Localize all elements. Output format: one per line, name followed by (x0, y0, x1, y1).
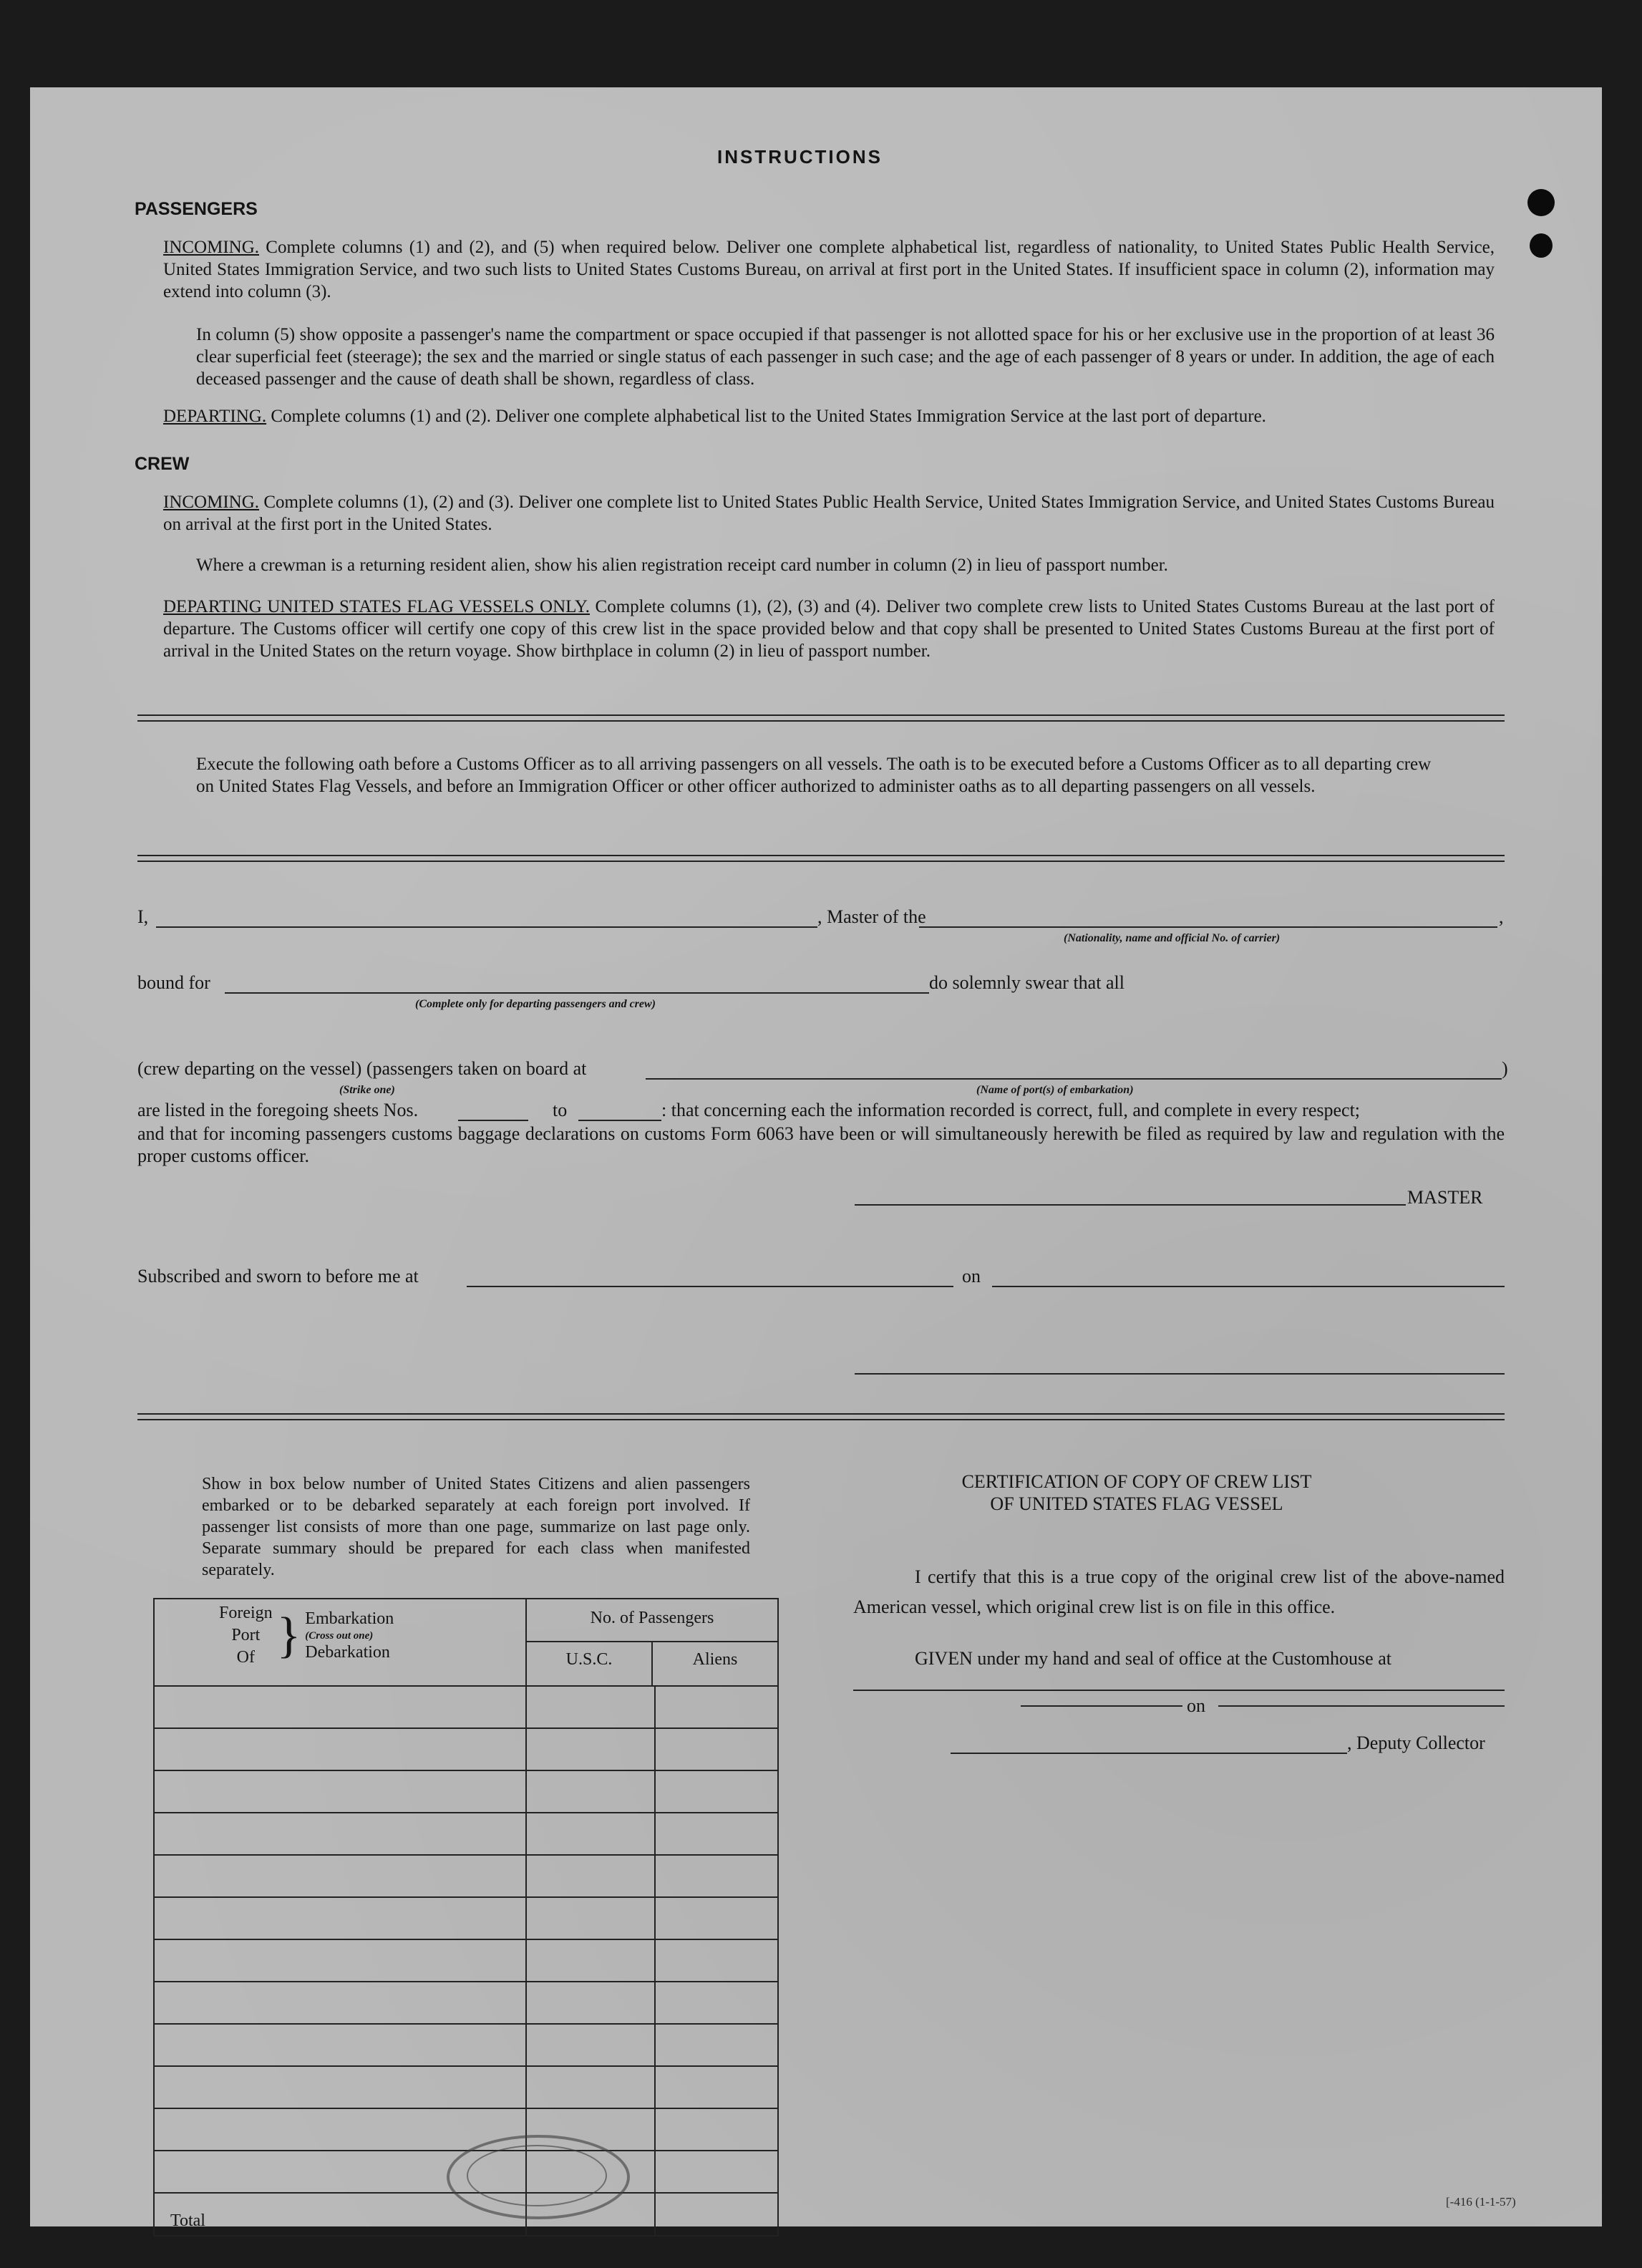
sheet-to-field[interactable] (578, 1120, 661, 1121)
oath-listed-c: and that for incoming passengers customs baggage declarations on customs Form 6063 have been or will simultaneously herewith be filed as required by law and regulation with the proper customs officer. (137, 1123, 1505, 1166)
crew-incoming-label: INCOMING. (163, 493, 260, 512)
passenger-summary-table (153, 1598, 779, 2236)
certification-title-1: CERTIFICATION OF COPY OF CREW LIST (961, 1471, 1312, 1492)
certification-text: I certify that this is a true copy of the original crew list of the above-named American vessel, which original crew list is on file in this office. (853, 1566, 1505, 1617)
passengers-departing-text: Complete columns (1) and (2). Deliver one complete alphabetical list to the United States Immigration Service at the last port of departure. (271, 407, 1266, 426)
passengers-departing (163, 405, 1495, 427)
usc-cell[interactable] (526, 1686, 655, 1728)
passengers-departing-label: DEPARTING. (163, 407, 267, 426)
port-cell[interactable] (154, 1770, 526, 1813)
table-row (154, 1813, 778, 1855)
punch-hole-mark (1527, 189, 1555, 216)
divider (137, 714, 1505, 722)
col-header-port (154, 1599, 526, 1686)
aliens-cell[interactable] (655, 1855, 778, 1897)
divider (137, 1413, 1505, 1420)
usc-cell[interactable] (526, 1939, 655, 1982)
form-code: [-416 (1-1-57) (1446, 2195, 1516, 2209)
usc-cell[interactable] (526, 1982, 655, 2024)
aliens-cell[interactable] (655, 1813, 778, 1855)
usc-cell[interactable] (526, 2066, 655, 2108)
certification-given: GIVEN under my hand and seal of office at the Customhouse at (915, 1648, 1391, 1669)
usc-cell[interactable] (526, 1813, 655, 1855)
brace-icon: } (276, 1607, 301, 1663)
aliens-cell[interactable] (655, 2066, 778, 2108)
oath-subscribed: Subscribed and sworn to before me at (137, 1266, 419, 1286)
crew-incoming-text: Complete columns (1), (2) and (3). Deliver one complete list to United States Public Health Service, United States Immigration Service, and United States Customs Bureau on arrival at the first port in the United States. (163, 493, 1495, 534)
aliens-cell[interactable] (655, 1939, 778, 1982)
comma: , (1499, 906, 1504, 927)
crew-incoming (163, 491, 1495, 536)
carrier-caption: (Nationality, name and official No. of carrier) (1064, 932, 1281, 944)
summary-instructions: Show in box below number of United States Citizens and alien passengers embarked or to be debarked separately at each foreign port involved. If passenger list consists of more than one page, summarize on last page only. Separate summary should be prepared for each class when manifested separately. (202, 1475, 750, 1579)
port-cell[interactable] (154, 1939, 526, 1982)
cert-place-field[interactable] (1021, 1705, 1182, 1707)
crew-resident-text: Where a crewman is a returning resident alien, show his alien registration receipt card number in column (2) in lieu of passport number. (196, 556, 1168, 575)
certification-title (879, 1470, 1394, 1515)
total-aliens-cell[interactable] (655, 2193, 778, 2236)
section-heading-crew: CREW (135, 454, 190, 474)
col-embark: Embarkation (305, 1609, 394, 1628)
port-cell[interactable] (154, 1897, 526, 1939)
aliens-cell[interactable] (655, 1770, 778, 1813)
table-row (154, 1939, 778, 1982)
oath-listed-a: are listed in the foregoing sheets Nos. (137, 1100, 419, 1120)
aliens-cell[interactable] (655, 1982, 778, 2024)
customs-stamp-inner (467, 2145, 607, 2206)
section-heading-passengers: PASSENGERS (135, 199, 258, 219)
crew-departing-label: DEPARTING UNITED STATES FLAG VESSELS ONLY. (163, 597, 590, 616)
table-row (154, 1728, 778, 1770)
usc-cell[interactable] (526, 2024, 655, 2066)
page-title: INSTRUCTIONS (717, 146, 883, 168)
customhouse-field[interactable] (853, 1690, 1505, 1691)
port-cell[interactable] (154, 2108, 526, 2151)
total-label: Total (170, 2211, 205, 2230)
passengers-incoming-text: Complete columns (1) and (2), and (5) when required below. Deliver one complete alphabetical list, regardless of nationality, to United States Public Health Service, United States Immigration Service, and two such lists to United States Customs Bureau, on arrival at first port in the United States. If insufficient space in column (2), information may extend into column (3). (163, 238, 1495, 301)
port-cell[interactable] (154, 1855, 526, 1897)
aliens-cell[interactable] (655, 2024, 778, 2066)
aliens-cell[interactable] (655, 1897, 778, 1939)
sworn-at-field[interactable] (467, 1286, 953, 1287)
oath-listed-to: to (553, 1100, 568, 1120)
port-cell[interactable] (154, 1813, 526, 1855)
col-cross: (Cross out one) (305, 1629, 374, 1642)
col-debark: Debarkation (305, 1642, 390, 1662)
col-header-usc: U.S.C. (527, 1642, 653, 1685)
table-row (154, 1770, 778, 1813)
col-port-2: Port (231, 1626, 261, 1644)
oath-listed-b: : that concerning each the information recorded is correct, full, and complete in every respect; (661, 1100, 1361, 1120)
oath-i-label: I, (137, 906, 149, 927)
strike-caption: (Strike one) (339, 1084, 395, 1096)
divider (137, 855, 1505, 862)
officer-signature-field[interactable] (855, 1373, 1505, 1375)
table-row (154, 2024, 778, 2066)
passengers-incoming-label: INCOMING. (163, 238, 260, 257)
table-row (154, 1982, 778, 2024)
oath-intro: Execute the following oath before a Customs Officer as to all arriving passengers on all vessels. The oath is to be executed before a Customs Officer as to all departing crew on United States Flag Vessels, and before an Immigration Officer or other officer authorized to administer oaths as to all departing passengers on all vessels. (196, 755, 1432, 796)
oath-master-of: , Master of the (817, 906, 926, 927)
oath-bound-for: bound for (137, 972, 210, 993)
carrier-field[interactable] (919, 926, 1497, 928)
port-cell[interactable] (154, 2024, 526, 2066)
aliens-cell[interactable] (655, 2151, 778, 2193)
port-caption: (Name of port(s) of embarkation) (976, 1084, 1134, 1096)
punch-hole-mark (1530, 233, 1553, 258)
usc-cell[interactable] (526, 1897, 655, 1939)
crew-departing (163, 596, 1495, 662)
usc-cell[interactable] (526, 1855, 655, 1897)
oath-crew-departing: (crew departing on the vessel) (passengers taken on board at (137, 1058, 587, 1079)
deputy-signature-field[interactable] (951, 1753, 1347, 1754)
master-name-field[interactable] (156, 926, 817, 928)
table-row (154, 1855, 778, 1897)
bound-caption: (Complete only for departing passengers and crew) (415, 998, 656, 1010)
master-label: MASTER (1407, 1187, 1483, 1208)
usc-cell[interactable] (526, 1728, 655, 1770)
port-cell[interactable] (154, 1686, 526, 1728)
table-row (154, 1686, 778, 1728)
table-row (154, 1897, 778, 1939)
passengers-column5-text: In column (5) show opposite a passenger's name the compartment or space occupied if that passenger is not allotted space for his or her exclusive use in the proportion of at least 36 clear superficial feet (steerage); the sex and the married or single status of each passenger in such case; and the age of each passenger of 8 years or under. In addition, the age of each deceased passenger and the cause of death shall be shown, regardless of class. (196, 325, 1495, 389)
col-port-1: Foreign (219, 1604, 273, 1622)
passengers-incoming (163, 236, 1495, 303)
sworn-date-field[interactable] (992, 1286, 1505, 1287)
aliens-cell[interactable] (655, 1686, 778, 1728)
aliens-cell[interactable] (655, 1728, 778, 1770)
deputy-collector-label: , Deputy Collector (1347, 1732, 1485, 1753)
col-header-num: No. of Passengers (527, 1599, 777, 1642)
port-cell[interactable] (154, 2066, 526, 2108)
cert-date-field[interactable] (1218, 1705, 1505, 1707)
form-sheet (30, 87, 1602, 2230)
certification-title-2: OF UNITED STATES FLAG VESSEL (990, 1493, 1283, 1514)
bound-for-field[interactable] (225, 992, 929, 994)
port-cell[interactable] (154, 1982, 526, 2024)
close-paren: ) (1502, 1058, 1508, 1079)
master-signature-field[interactable] (855, 1204, 1406, 1206)
aliens-cell[interactable] (655, 2108, 778, 2151)
sheet-from-field[interactable] (458, 1120, 528, 1121)
crew-departing-text: Complete columns (1), (2), (3) and (4). Deliver two complete crew lists to United States Customs Bureau at the last port of departure. The Customs officer will certify one copy of this crew list in the space provided below and that copy shall be presented to United States Customs Bureau at the first port of arrival in the United States on the return voyage. Show birthplace in column (2) in lieu of passport number. (163, 597, 1495, 661)
port-embarkation-field[interactable] (646, 1078, 1502, 1080)
oath-on: on (962, 1266, 981, 1286)
col-header-aliens: Aliens (692, 1650, 738, 1669)
table-row (154, 2108, 778, 2151)
col-port-3: Of (236, 1648, 255, 1667)
oath-swear: do solemnly swear that all (929, 972, 1124, 993)
certification-on: on (1187, 1695, 1205, 1716)
table-row (154, 2066, 778, 2108)
usc-cell[interactable] (526, 1770, 655, 1813)
port-cell[interactable] (154, 1728, 526, 1770)
